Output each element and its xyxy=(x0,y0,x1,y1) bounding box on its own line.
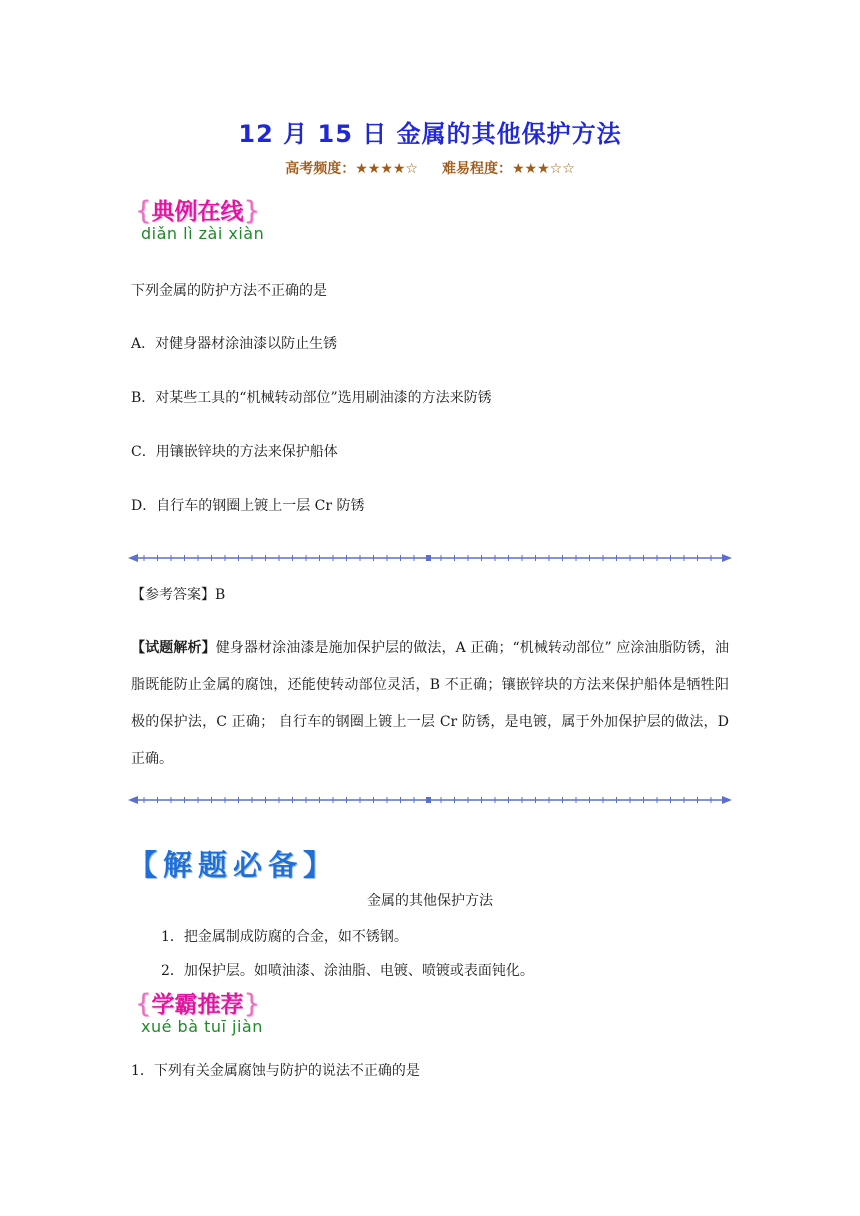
answer-line xyxy=(131,584,225,604)
analysis-paragraph xyxy=(131,630,729,778)
example-section-logo: {典例在线} diǎn lì zài xiàn xyxy=(135,196,265,243)
example-logo-text: 典例在线 xyxy=(151,199,244,225)
answer-value: B xyxy=(215,587,226,603)
question-stem: 下列金属的防护方法不正确的是 xyxy=(131,283,327,299)
meta-line xyxy=(0,158,860,178)
example-logo-pinyin: diǎn lì zài xiàn xyxy=(141,224,265,243)
option-a: A．对健身器材涂油漆以防止生锈 xyxy=(131,336,338,352)
essentials-item-2: 2．加保护层。如喷油漆、涂油脂、电镀、喷镀或表面钝化。 xyxy=(161,963,534,979)
option-c: C．用镶嵌锌块的方法来保护船体 xyxy=(131,444,338,460)
recommend-logo-text: 学霸推荐 xyxy=(151,992,244,1018)
practice-question-1: 1．下列有关金属腐蚀与防护的说法不正确的是 xyxy=(131,1063,420,1079)
analysis-text: 健身器材涂油漆是施加保护层的做法，A 正确；“机械转动部位” 应涂油脂防锈，油脂既能防止金属的腐蚀，还能使转动部位灵活，B 不正确；镶嵌锌块的方法来保护船体是牺牲阳极的保护法，C 正确； 自行车的钢圈上镀上一层 Cr 防锈，是电镀，属于外加保护层的做法，D 正确。 xyxy=(131,640,729,767)
recommend-logo-pinyin: xué bà tuī jiàn xyxy=(141,1017,263,1036)
answer-label: 【参考答案】 xyxy=(131,587,215,603)
page-title: 12 月 15 日 金属的其他保护方法 xyxy=(238,120,622,148)
option-d: D．自行车的钢圈上镀上一层 Cr 防锈 xyxy=(131,498,365,514)
essentials-item-1: 1．把金属制成防腐的合金，如不锈钢。 xyxy=(161,929,408,945)
analysis-label: 【试题解析】 xyxy=(131,640,216,656)
recommend-section-logo: {学霸推荐} xué bà tuī jiàn xyxy=(135,989,263,1036)
frequency-rating: 高考频度：★★★★☆ xyxy=(285,161,418,177)
section-divider xyxy=(128,794,732,806)
essentials-banner: 【解题必备】 xyxy=(128,848,339,882)
difficulty-rating: 难易程度：★★★☆☆ xyxy=(442,161,575,177)
section-divider xyxy=(128,552,732,564)
essentials-heading: 金属的其他保护方法 xyxy=(367,893,493,909)
option-b: B．对某些工具的“机械转动部位”选用刷油漆的方法来防锈 xyxy=(131,390,492,406)
